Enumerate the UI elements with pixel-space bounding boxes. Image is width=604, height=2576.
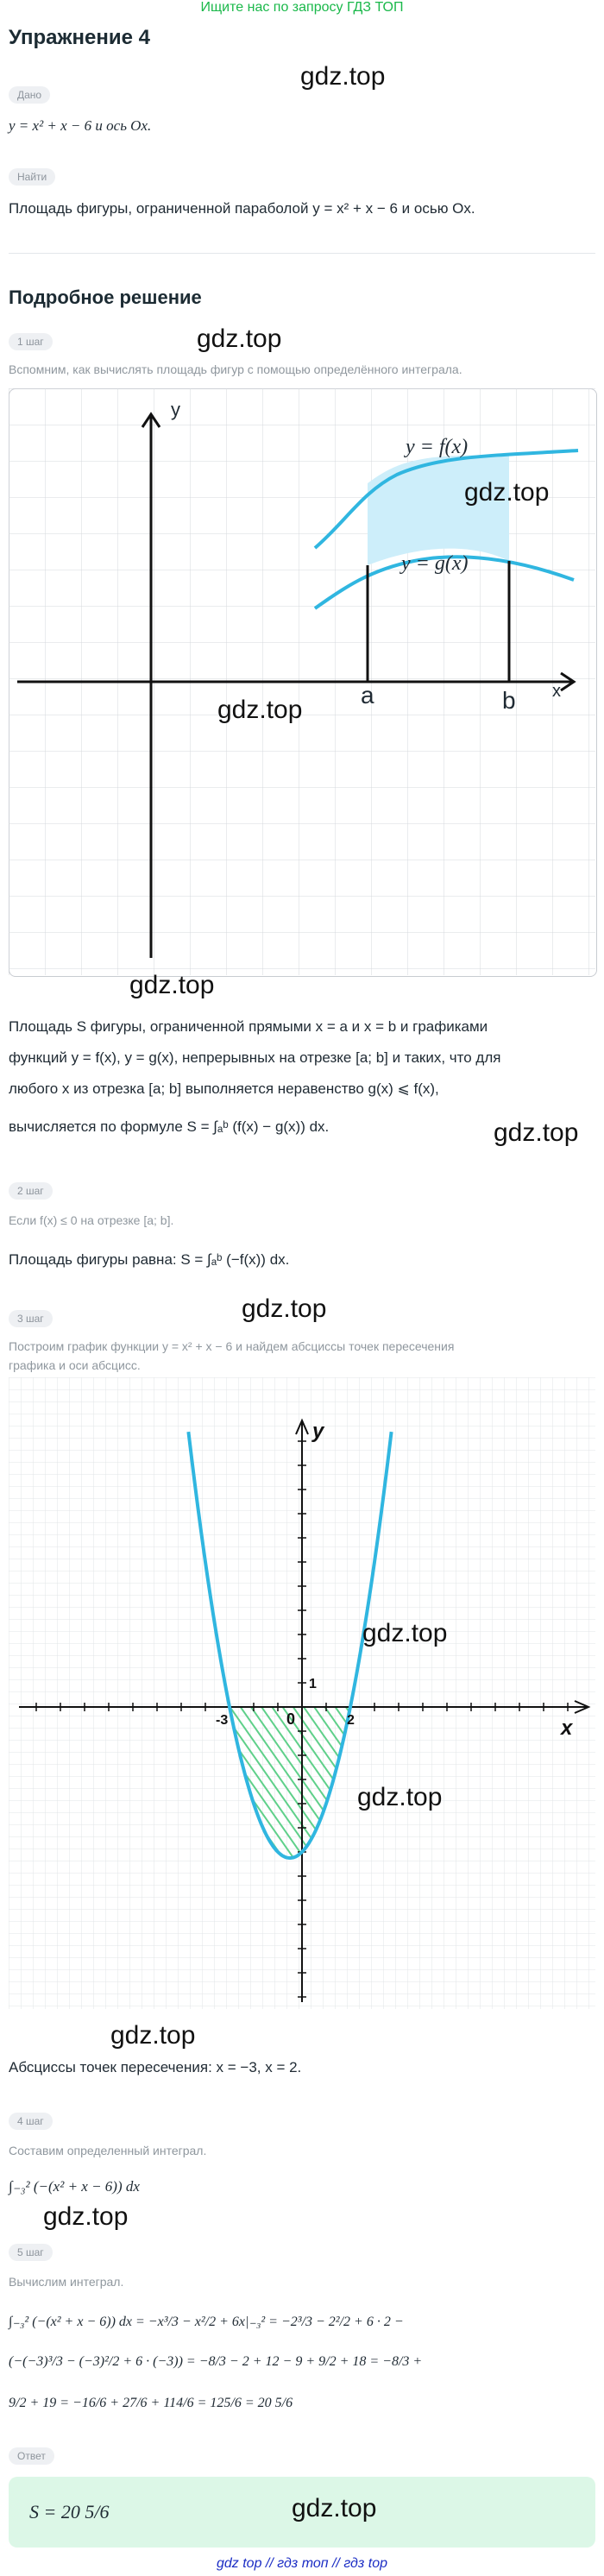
tick-label-1: 1	[309, 1677, 317, 1691]
step5-line-2: (−(−3)³/3 − (−3)²/2 + 6 · (−3)) = −8/3 − 2 + 12 − 9 + 9/2 + 18 = −8/3 +	[9, 2354, 423, 2369]
watermark: gdz.top	[43, 2202, 129, 2231]
step5-tag: 5 шаг	[9, 2244, 53, 2261]
answer-tag: Ответ	[9, 2447, 54, 2465]
step2-text: Площадь фигуры равна: S = ∫ₐᵇ (−f(x)) dx.	[9, 1251, 290, 1268]
watermark: gdz.top	[242, 1294, 327, 1323]
watermark: gdz.top	[292, 2494, 377, 2522]
given-text: y = x² + x − 6 и ось Ox.	[9, 117, 152, 134]
answer-box	[9, 2477, 595, 2548]
answer-text: S = 20 5/6	[29, 2501, 110, 2522]
graph1-y-label: y	[171, 399, 180, 420]
step1-text-3: любого x из отрезка [a; b] выполняется неравенство g(x) ⩽ f(x),	[9, 1080, 439, 1097]
graph2-x-label: x	[561, 1716, 573, 1740]
tick-label-neg3: -3	[216, 1713, 229, 1728]
exercise-title: Упражнение 4	[9, 26, 150, 49]
find-tag: Найти	[9, 168, 55, 186]
watermark: gdz.top	[129, 971, 215, 999]
watermark: gdz.top	[362, 1619, 448, 1647]
graph1-f-label: y = f(x)	[406, 436, 469, 458]
step3-tag: 3 шаг	[9, 1310, 53, 1327]
watermark: gdz.top	[217, 696, 303, 724]
tick-label-0: 0	[286, 1710, 296, 1728]
graph2-y-label: y	[312, 1420, 324, 1443]
step3-gray-2: графика и оси абсцисс.	[9, 1358, 141, 1372]
watermark: gdz.top	[494, 1118, 579, 1147]
given-tag: Дано	[9, 86, 50, 104]
watermark: gdz.top	[197, 324, 282, 353]
step3-gray-1: Построим график функции y = x² + x − 6 и найдем абсциссы точек пересечения	[9, 1339, 455, 1353]
graph1-b-label: b	[502, 687, 516, 714]
step1-text-2: функций y = f(x), y = g(x), непрерывных на отрезке [a; b] и таких, что для	[9, 1049, 501, 1066]
step4-gray: Составим определенный интеграл.	[9, 2144, 207, 2157]
step4-formula: ∫₋₃² (−(x² + x − 6)) dx	[9, 2178, 140, 2195]
graph1-axes	[9, 388, 595, 975]
step2-tag: 2 шаг	[9, 1182, 53, 1200]
step1-intro: Вспомним, как вычислять площадь фигур с помощью определённого интеграла.	[9, 362, 462, 376]
shaded-area	[368, 455, 509, 565]
step1-text-1: Площадь S фигуры, ограниченной прямыми x = a и x = b и графиками	[9, 1018, 488, 1035]
watermark: gdz.top	[464, 478, 550, 507]
step5-line-1: ∫₋₃² (−(x² + x − 6)) dx = −x³/3 − x²/2 + 6x|₋₃² = −2³/3 − 2²/2 + 6 · 2 −	[9, 2315, 404, 2329]
graph1-a-label: a	[361, 682, 374, 709]
footer-links[interactable]: gdz top // гдз топ // гдз top	[216, 2556, 387, 2571]
solution-title: Подробное решение	[9, 287, 202, 308]
step2-gray: Если f(x) ≤ 0 на отрезке [a; b].	[9, 1213, 174, 1227]
step5-gray: Вычислим интеграл.	[9, 2275, 124, 2289]
watermark: gdz.top	[357, 1783, 443, 1811]
watermark: gdz.top	[300, 62, 386, 91]
divider	[9, 253, 595, 254]
find-text: Площадь фигуры, ограниченной параболой y = x² + x − 6 и осью Ox.	[9, 200, 475, 217]
step1-tag: 1 шаг	[9, 333, 53, 350]
graph1-g-label: y = g(x)	[401, 552, 469, 575]
step1-text-4: вычисляется по формуле S = ∫ₐᵇ (f(x) − g(x)) dx.	[9, 1118, 330, 1135]
step4-tag: 4 шаг	[9, 2113, 53, 2130]
graph1-x-label: x	[552, 682, 561, 701]
top-search-link[interactable]: Ищите нас по запросу ГДЗ ТОП	[200, 0, 404, 15]
step3-text: Абсциссы точек пересечения: x = −3, x = 2.	[9, 2059, 302, 2075]
tick-label-2: 2	[347, 1713, 355, 1728]
watermark: gdz.top	[110, 2021, 196, 2050]
graph2-svg	[9, 1377, 595, 2009]
step5-line-3: 9/2 + 19 = −16/6 + 27/6 + 114/6 = 125/6 = 20 5/6	[9, 2396, 293, 2410]
